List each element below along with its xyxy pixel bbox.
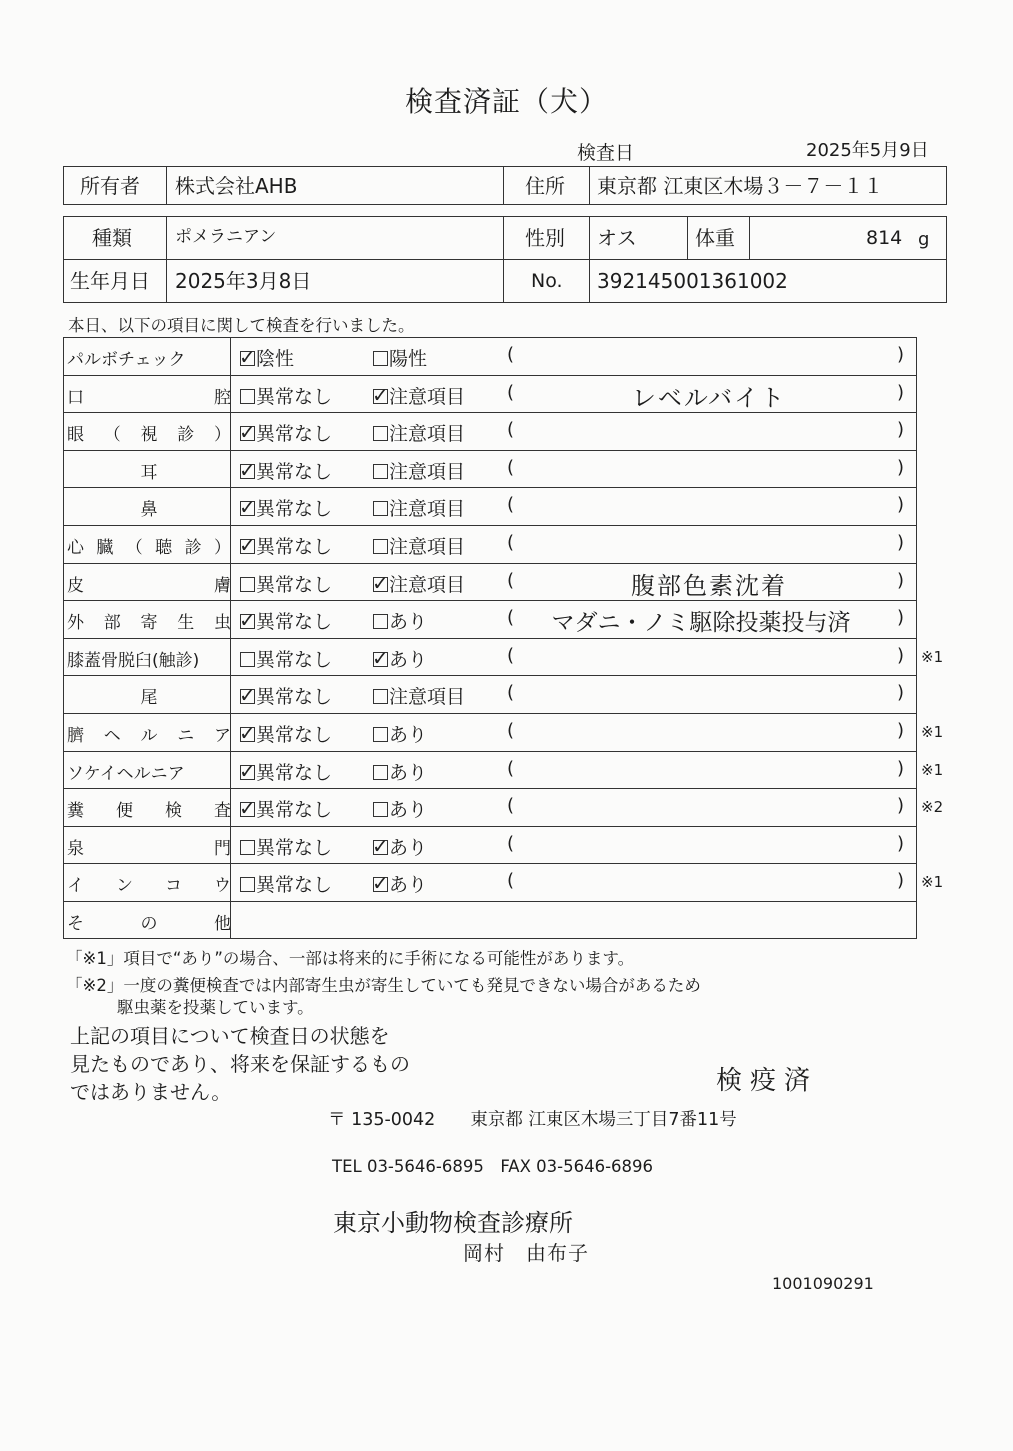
checkbox[interactable] — [239, 533, 256, 557]
item-name: イ ン コ ウ — [67, 876, 231, 897]
open-paren: ( — [507, 494, 515, 516]
inspection-date: 2025年5月9日 — [806, 140, 929, 161]
option-label: あり — [389, 611, 428, 634]
option-label: あり — [389, 799, 428, 822]
close-paren: ) — [897, 344, 905, 365]
item-name: 糞 便 検 査 — [67, 801, 231, 822]
option-normal — [240, 682, 332, 709]
open-paren: ( — [507, 757, 515, 779]
option-normal — [240, 457, 332, 484]
option-label: あり — [389, 724, 428, 746]
option-finding — [373, 645, 427, 672]
owner-address: 東京都 江東区木場３－７－１１ — [597, 174, 884, 198]
open-paren: ( — [507, 344, 515, 365]
document-title: 検査済証（犬） — [404, 85, 608, 118]
option-finding — [373, 419, 465, 446]
option-label: 異常なし — [256, 724, 333, 746]
checkbox[interactable] — [239, 758, 256, 783]
checkbox[interactable] — [373, 464, 388, 479]
checkbox[interactable] — [373, 727, 388, 742]
check-mark-icon: ✓ — [239, 796, 256, 821]
footnote-2: 「※2」一度の糞便検査では内部寄生虫が寄生していても発見できない場合があるため — [66, 976, 701, 995]
checkbox[interactable] — [239, 345, 256, 369]
check-mark-icon: ✓ — [372, 645, 389, 670]
option-label: 注意項目 — [389, 385, 466, 408]
option-label: 注意項目 — [389, 573, 466, 596]
checkbox[interactable] — [372, 871, 389, 896]
sex: オス — [597, 226, 637, 250]
owner-name: 株式会社AHB — [175, 174, 298, 198]
footnote-mark: ※1 — [921, 647, 944, 666]
weight-label: 体重 — [695, 226, 735, 250]
footnote-mark: ※1 — [921, 760, 944, 779]
serial-number: 1001090291 — [772, 1274, 874, 1293]
checkbox[interactable] — [373, 765, 388, 780]
option-label: 異常なし — [256, 460, 333, 483]
option-label: 異常なし — [256, 799, 333, 822]
disclaimer-line: ではありません。 — [70, 1080, 232, 1104]
option-normal — [240, 607, 332, 634]
checkbox[interactable] — [373, 426, 388, 441]
option-normal — [240, 382, 332, 409]
checkbox[interactable] — [239, 495, 256, 520]
option-label: 異常なし — [256, 536, 333, 558]
option-normal — [240, 419, 332, 446]
option-label: 異常なし — [256, 761, 333, 784]
option-label: あり — [389, 761, 428, 784]
inspection-row — [63, 901, 916, 939]
checkbox[interactable] — [239, 683, 256, 708]
option-label: 異常なし — [256, 573, 333, 596]
inspection-row — [63, 600, 916, 638]
option-normal — [240, 645, 332, 672]
close-paren: ) — [897, 795, 905, 817]
finding-note: 腹部色素沈着 — [631, 571, 787, 600]
option-label: 注意項目 — [389, 686, 466, 709]
item-name: 尾 — [140, 688, 158, 709]
check-mark-icon: ✓ — [239, 533, 256, 557]
clinic-name: 東京小動物検査診療所 — [333, 1209, 573, 1237]
check-mark-icon: ✓ — [239, 683, 256, 708]
checkbox[interactable] — [372, 833, 389, 858]
close-paren: ) — [897, 870, 905, 892]
option-label: 異常なし — [256, 385, 333, 408]
option-normal — [240, 494, 332, 521]
option-normal — [240, 570, 332, 597]
option-normal — [240, 344, 294, 371]
checkbox[interactable] — [239, 608, 256, 633]
option-label: あり — [389, 836, 428, 859]
close-paren: ) — [897, 832, 905, 854]
check-mark-icon: ✓ — [239, 758, 256, 783]
option-label: 異常なし — [256, 686, 333, 709]
close-paren: ) — [897, 757, 905, 779]
checkbox[interactable] — [239, 796, 256, 821]
birth-date-label: 生年月日 — [70, 269, 150, 293]
open-paren: ( — [507, 381, 515, 403]
open-paren: ( — [507, 607, 515, 629]
option-label: あり — [389, 648, 428, 671]
item-name: 皮 膚 — [67, 575, 231, 596]
option-finding — [373, 570, 465, 597]
checkbox[interactable] — [240, 577, 255, 592]
inspection-date-label: 検査日 — [577, 142, 635, 164]
close-paren: ) — [897, 381, 905, 403]
quarantine-stamp: 検疫済 — [716, 1066, 819, 1096]
checkbox[interactable] — [372, 382, 389, 407]
open-paren: ( — [507, 644, 515, 666]
check-mark-icon: ✓ — [239, 721, 256, 745]
open-paren: ( — [507, 456, 515, 478]
option-label: あり — [389, 874, 428, 897]
sex-label: 性別 — [525, 226, 565, 250]
finding-note: マダニ・ノミ駆除投薬投与済 — [551, 610, 851, 637]
option-normal — [240, 532, 332, 559]
weight-value: 814 — [866, 227, 903, 249]
close-paren: ) — [897, 720, 905, 741]
inspection-row — [63, 675, 916, 713]
option-finding — [373, 682, 465, 709]
finding-note: レベルバイト — [631, 383, 787, 412]
item-name: 泉 門 — [67, 838, 231, 859]
option-label: 陽性 — [389, 348, 428, 370]
clinic-tel-fax: TEL 03-5646-6895 FAX 03-5646-6896 — [332, 1157, 654, 1176]
address-label: 住所 — [525, 174, 565, 198]
footnote-1: 「※1」項目で“あり”の場合、一部は将来的に手術になる可能性があります。 — [66, 949, 635, 968]
inspection-row — [63, 788, 944, 826]
check-mark-icon: ✓ — [239, 420, 256, 445]
checkbox[interactable] — [372, 570, 389, 595]
option-label: 注意項目 — [389, 423, 466, 446]
item-name: ソケイヘルニア — [67, 763, 185, 784]
option-finding — [373, 494, 465, 521]
inspection-row — [63, 863, 944, 901]
item-name: 外 部 寄 生 虫 — [67, 613, 231, 634]
intro-text: 本日、以下の項目に関して検査を行いました。 — [68, 316, 415, 335]
open-paren: ( — [507, 569, 515, 591]
option-label: 異常なし — [256, 611, 333, 634]
close-paren: ) — [897, 494, 905, 516]
footnote-mark: ※2 — [921, 798, 944, 817]
checkbox[interactable] — [240, 840, 255, 855]
disclaimer — [70, 1022, 450, 1106]
doctor-name: 岡村 由布子 — [463, 1241, 589, 1265]
breed-label: 種類 — [92, 226, 132, 250]
checkbox[interactable] — [373, 802, 388, 817]
option-normal — [240, 870, 332, 897]
option-label: 注意項目 — [389, 460, 466, 483]
option-label: 注意項目 — [389, 536, 466, 558]
inspection-row — [63, 337, 916, 375]
microchip-no-label: No. — [531, 270, 563, 292]
microchip-no: 392145001361002 — [597, 269, 788, 293]
close-paren: ) — [897, 419, 905, 441]
open-paren: ( — [507, 870, 515, 892]
item-name: 膝蓋骨脱臼(触診) — [67, 650, 200, 671]
check-mark-icon: ✓ — [239, 345, 256, 369]
open-paren: ( — [507, 419, 515, 441]
footnote-mark: ※1 — [921, 873, 944, 892]
checkbox[interactable] — [373, 539, 388, 554]
close-paren: ) — [897, 569, 905, 591]
option-label: 異常なし — [256, 836, 333, 859]
checkbox[interactable] — [240, 389, 255, 404]
option-finding — [373, 720, 427, 747]
option-label: 異常なし — [256, 648, 333, 671]
disclaimer-line: 上記の項目について検査日の状態を — [70, 1024, 390, 1048]
disclaimer-line: 見たものであり、将来を保証するもの — [70, 1052, 410, 1076]
option-finding — [373, 758, 427, 785]
open-paren: ( — [507, 532, 515, 553]
option-finding — [373, 607, 427, 634]
option-label: 異常なし — [256, 423, 333, 446]
owner-label: 所有者 — [80, 174, 140, 198]
option-normal — [240, 758, 332, 785]
open-paren: ( — [507, 832, 515, 854]
option-normal — [240, 720, 332, 747]
weight-unit: g — [918, 229, 930, 250]
option-finding — [373, 457, 465, 484]
item-name: 耳 — [140, 462, 158, 483]
inspection-row — [63, 826, 916, 864]
option-label: 異常なし — [256, 874, 333, 897]
checkbox[interactable] — [373, 614, 388, 629]
clinic-address: 〒 135-0042 東京都 江東区木場三丁目7番11号 — [328, 1110, 737, 1130]
item-name: 心 臓 （ 聴 診 ） — [67, 538, 231, 558]
check-mark-icon: ✓ — [372, 833, 389, 858]
checkbox[interactable] — [240, 652, 255, 667]
inspection-row — [63, 638, 944, 676]
check-mark-icon: ✓ — [239, 457, 256, 482]
option-finding — [373, 870, 427, 897]
inspection-row — [63, 525, 916, 563]
option-finding — [373, 344, 427, 371]
checkbox[interactable] — [239, 457, 256, 482]
breed: ポメラニアン — [175, 227, 277, 247]
option-finding — [373, 833, 427, 860]
inspection-row — [63, 412, 916, 450]
item-name: 口 腔 — [67, 387, 231, 408]
option-normal — [240, 833, 332, 860]
close-paren: ) — [897, 456, 905, 478]
option-finding — [373, 795, 427, 822]
option-label: 注意項目 — [389, 498, 466, 521]
item-name: パルボチェック — [67, 350, 186, 370]
close-paren: ) — [897, 607, 905, 629]
checkbox[interactable] — [239, 420, 256, 445]
birth-date: 2025年3月8日 — [175, 269, 312, 293]
inspection-row — [63, 450, 916, 488]
inspection-row — [63, 563, 916, 601]
item-name: そ の 他 — [67, 914, 231, 934]
checkbox[interactable] — [373, 351, 388, 366]
check-mark-icon: ✓ — [372, 871, 389, 896]
close-paren: ) — [897, 682, 905, 704]
footnote-2-continued: 駆虫薬を投薬しています。 — [117, 998, 314, 1017]
checkbox[interactable] — [239, 721, 256, 745]
checkbox[interactable] — [373, 689, 388, 704]
item-name: 眼 （ 視 診 ） — [67, 425, 231, 446]
inspection-row — [63, 375, 916, 413]
item-name: 鼻 — [140, 500, 158, 521]
checkbox[interactable] — [372, 645, 389, 670]
close-paren: ) — [897, 532, 905, 553]
check-mark-icon: ✓ — [372, 382, 389, 407]
inspection-row — [63, 713, 944, 751]
check-mark-icon: ✓ — [239, 608, 256, 633]
option-label: 陰性 — [256, 348, 295, 370]
item-name: 臍 ヘ ル ニ ア — [67, 726, 231, 746]
inspection-row — [63, 487, 916, 525]
footnote-mark: ※1 — [921, 723, 944, 741]
inspection-row — [63, 751, 944, 789]
option-label: 異常なし — [256, 498, 333, 521]
checkbox[interactable] — [240, 877, 255, 892]
option-normal — [240, 795, 332, 822]
checkbox[interactable] — [373, 501, 388, 516]
check-mark-icon: ✓ — [372, 570, 389, 595]
option-finding — [373, 382, 465, 409]
open-paren: ( — [507, 720, 515, 741]
open-paren: ( — [507, 682, 515, 704]
close-paren: ) — [897, 644, 905, 666]
option-finding — [373, 532, 465, 559]
check-mark-icon: ✓ — [239, 495, 256, 520]
open-paren: ( — [507, 795, 515, 817]
